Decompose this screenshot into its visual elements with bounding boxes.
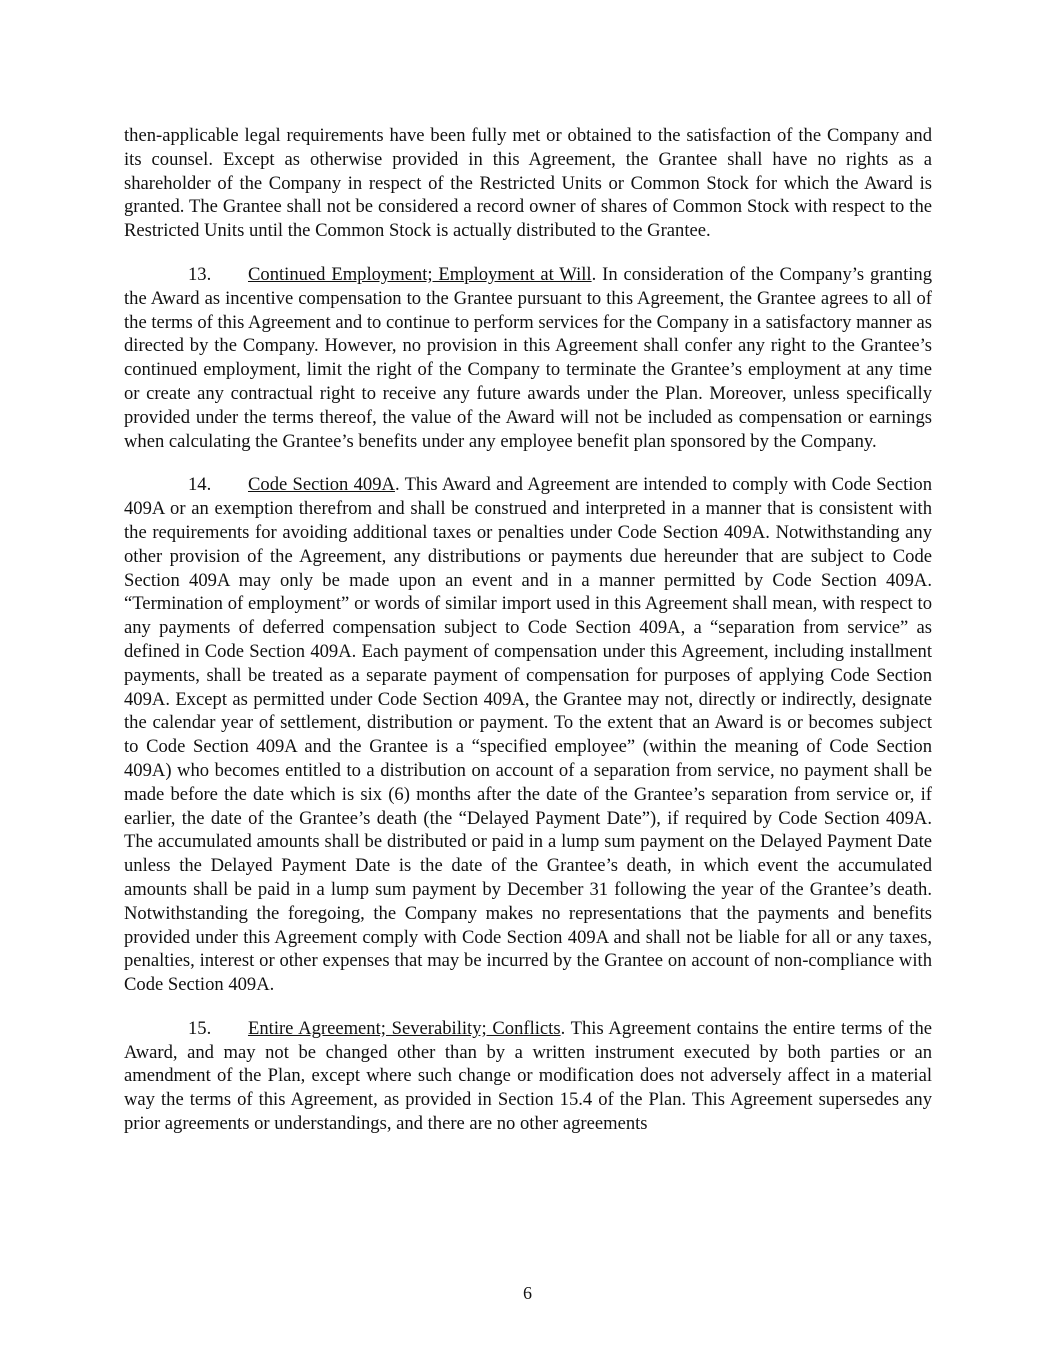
section-15-body: . This Agreement contains the entire terms of the Award, and may not be changed other than by a written instrument executed by both parties or an amendment of the Plan, except where such change or modification does not adversely affect in a material way the terms of this Agreement, as provided in Section 15.4 of the Plan. This Agreement supersedes any prior agreements or understandings, and there are no other agreements [124, 1017, 932, 1135]
section-15-heading: Entire Agreement; Severability; Conflicts [248, 1017, 561, 1039]
section-13-heading: Continued Employment; Employment at Will [248, 263, 592, 285]
section-15-paragraph [124, 1017, 932, 1136]
section-14-number: 14. [188, 474, 212, 496]
section-14-body: . This Award and Agreement are intended to comply with Code Section 409A or an exemption therefrom and shall be construed and interpreted in a manner that is consistent with the requirements for avoiding additional taxes or penalties under Code Section 409A. Notwithstanding any other provision of the Agreement, any distributions or payments due hereunder that are subject to Code Section 409A may only be made upon an event and in a manner permitted by Code Section 409A. “Termination of employment” or words of similar import used in this Agreement shall mean, with respect to any payments of deferred compensation subject to Code Section 409A, a “separation from service” as defined in Code Section 409A. Each payment of compensation under this Agreement, including installment payments, shall be treated as a separate payment of compensation for purposes of applying Code Section 409A. Except as permitted under Code Section 409A, the Grantee may not, directly or indirectly, designate the calendar year of settlement, distribution or payment. To the extent that an Award is or becomes subject to Code Section 409A and the Grantee is a “specified employee” (within the meaning of Code Section 409A) who becomes entitled to a distribution on account of a separation from service, no payment shall be made before the date which is six (6) months after the date of the Grantee’s separation from service or, if earlier, the date of the Grantee’s death (the “Delayed Payment Date”), if required by Code Section 409A. The accumulated amounts shall be distributed or paid in a lump sum payment on the Delayed Payment Date unless the Delayed Payment Date is the date of the Grantee’s death, in which event the accumulated amounts shall be paid in a lump sum payment by December 31 following the year of the Grantee’s death. Notwithstanding the foregoing, the Company makes no representations that the payments and benefits provided under this Agreement comply with Code Section 409A and shall not be liable for all or any taxes, penalties, interest or other expenses that may be incurred by the Grantee on account of non-compliance with Code Section 409A. [124, 474, 932, 996]
intro-paragraph: then-applicable legal requirements have been fully met or obtained to the satisfaction of the Company and its counsel. Except as otherwise provided in this Agreement, the Grantee shall have no rights as a shareholder of the Company in respect of the Restricted Units or Common Stock for which the Award is granted. The Grantee shall not be considered a record owner of shares of Common Stock with respect to the Restricted Units until the Common Stock is actually distributed to the Grantee. [124, 125, 932, 242]
page-number: 6 [523, 1283, 532, 1303]
section-14-paragraph [124, 473, 932, 997]
section-15-number: 15. [188, 1017, 212, 1039]
section-13-number: 13. [188, 263, 212, 285]
document-page [124, 124, 932, 1156]
section-13-body: . In consideration of the Company’s granting the Award as incentive compensation to the Grantee pursuant to this Agreement, the Grantee agrees to all of the terms of this Agreement and to continue to perform services for the Company in a satisfactory manner as directed by the Company. However, no provision in this Agreement shall confer any right to the Grantee’s continued employment, limit the right of the Company to terminate the Grantee’s employment at any time or create any contractual right to receive any future awards under the Plan. Moreover, unless specifically provided under the terms thereof, the value of the Award will not be included as compensation or earnings when calculating the Grantee’s benefits under any employee benefit plan sponsored by the Company. [124, 263, 932, 452]
section-14-heading: Code Section 409A [248, 474, 395, 496]
section-13-paragraph [124, 263, 932, 453]
